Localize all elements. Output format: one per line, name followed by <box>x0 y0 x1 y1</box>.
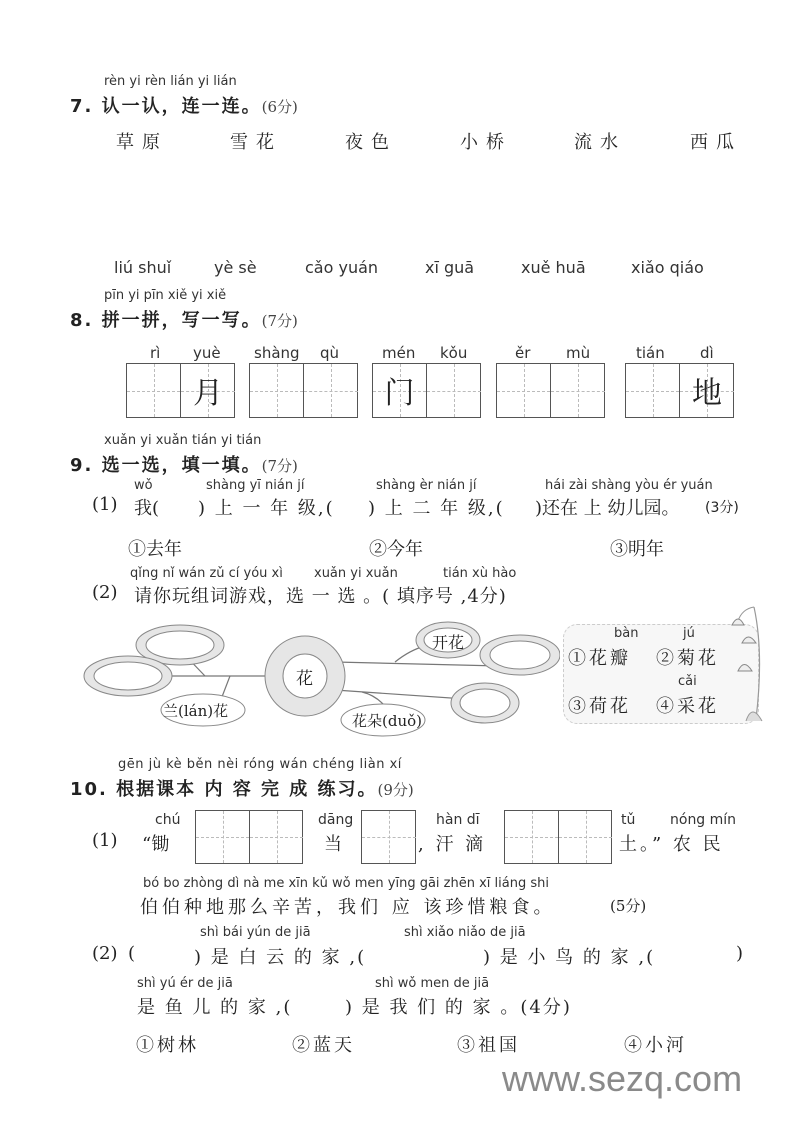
q10-p1-text-chu: “锄 <box>142 834 170 855</box>
q8-writing-grid-3[interactable] <box>372 363 481 418</box>
q8-g1-pinyin-1: rì <box>150 344 161 362</box>
empty-flower-4 <box>451 683 519 723</box>
q9-p2-option-1: ①花瓣 <box>568 648 631 669</box>
q7-pinyin: rèn yi rèn lián yi lián <box>104 74 237 89</box>
grid-cell[interactable] <box>304 364 358 417</box>
q10-p1-line2-pinyin: bó bo zhòng dì nà me xīn kǔ wǒ men yīng gāi zhēn xī liáng shi <box>143 876 549 891</box>
q9-p1-blank-2[interactable] <box>344 512 366 514</box>
q7-word-1[interactable]: 草原 <box>116 132 168 153</box>
q9-p2-pinyin-c: tián xù hào <box>443 566 517 581</box>
q10-writing-grid-1[interactable] <box>195 810 303 864</box>
grid-cell[interactable] <box>127 364 181 417</box>
q10-pinyin: gēn jù kè běn nèi róng wán chéng liàn xí <box>118 757 402 772</box>
q10-p1-py-chu: chú <box>155 812 181 828</box>
q10-p2-option-3: ③祖国 <box>457 1035 520 1056</box>
q10-p2-l1c: ) 是 小 鸟 的 家 ,( <box>483 947 656 968</box>
q10-p1-py-tu: tǔ <box>621 812 636 828</box>
q9-p1-text-c: ) 上 二 年 级,( <box>368 498 505 519</box>
grid-cell[interactable] <box>626 364 680 417</box>
q10-title-text: 根据课本 内 容 完 成 练习。 <box>116 779 378 800</box>
q9-p2-option-2: ②菊花 <box>656 648 719 669</box>
q10-p1-line2: 伯伯种地那么辛苦，我们 应 该珍惜粮食。 <box>140 897 556 918</box>
q7-word-4[interactable]: 小桥 <box>460 132 512 153</box>
q10-p1-score: (5分) <box>610 897 647 915</box>
grid-cell[interactable] <box>250 811 303 863</box>
q10-p2-l1d: ) <box>736 943 744 964</box>
q7-title <box>70 92 298 118</box>
q7-pinyin-option-6[interactable]: xiǎo qiáo <box>631 258 704 277</box>
opt-pinyin-cai: cǎi <box>678 674 697 689</box>
q10-p2-option-4: ④小河 <box>624 1035 687 1056</box>
grid-cell[interactable] <box>362 811 416 863</box>
q7-pinyin-option-2[interactable]: yè sè <box>214 258 257 277</box>
q9-p1-option-1: ①去年 <box>128 539 182 560</box>
q9-p1-text-a: 我( <box>134 498 160 519</box>
q9-p2-label: (2) <box>92 582 118 603</box>
q10-p2-blank-1[interactable] <box>140 962 190 964</box>
q8-g2-pinyin-1: shàng <box>254 344 300 362</box>
q10-p2-label: (2) <box>92 943 118 964</box>
q9-p2-text: 请你玩组词游戏，选 一 选 。( 填序号 ,4分) <box>134 586 507 607</box>
q8-g5-pinyin-1: tián <box>636 344 665 362</box>
q10-p2-blank-2[interactable] <box>410 962 460 964</box>
center-flower-label: 花 <box>296 669 313 689</box>
q8-g3-pinyin-2: kǒu <box>440 344 468 362</box>
q10-p2-l2b: ) 是 我 们 的 家 。(4分) <box>345 997 572 1018</box>
q9-p1-blank-1[interactable] <box>170 512 194 514</box>
filled-word-lanhua: 兰(lán)花 <box>163 702 229 720</box>
q8-g2-pinyin-2: qù <box>320 344 340 362</box>
q10-writing-grid-3[interactable] <box>504 810 612 864</box>
q10-p2-py1: shì bái yún de jiā <box>200 925 311 940</box>
opt-pinyin-ju: jú <box>683 626 695 641</box>
q9-p1-blank-3[interactable] <box>514 512 534 514</box>
grid-cell[interactable] <box>505 811 559 863</box>
q9-p1-score: (3分) <box>705 500 739 516</box>
q9-p1-option-3: ③明年 <box>610 539 664 560</box>
q9-p1-pinyin-c: hái zài shàng yòu ér yuán <box>545 478 713 493</box>
q10-p2-py3: shì yú ér de jiā <box>137 976 233 991</box>
flower-blank-1[interactable] <box>160 686 192 702</box>
q9-p1-label: (1) <box>92 494 118 515</box>
q8-writing-grid-2[interactable] <box>249 363 358 418</box>
q10-p1-py-nongmin: nóng mín <box>670 812 737 828</box>
q7-word-2[interactable]: 雪花 <box>230 132 282 153</box>
q10-p2-l1b: ) 是 白 云 的 家 ,( <box>194 947 367 968</box>
q9-p1-text-d: )还在 上 幼儿园。 <box>535 498 680 519</box>
q9-number: 9. <box>70 455 94 476</box>
q9-p1-pinyin-a: shàng yī nián jí <box>206 478 305 493</box>
opt-pinyin-ban: bàn <box>614 626 639 641</box>
grid-cell[interactable]: 月 <box>181 364 235 417</box>
q9-title <box>70 451 298 477</box>
empty-flower-3 <box>480 635 560 675</box>
q8-score: (7分) <box>261 312 298 330</box>
q10-writing-grid-2[interactable] <box>361 810 416 864</box>
q10-number: 10. <box>70 779 108 800</box>
filled-word-huaduo: 花朵(duǒ) <box>352 712 422 730</box>
q8-title-text: 拼一拼，写一写。 <box>101 310 262 331</box>
grid-cell[interactable] <box>427 364 481 417</box>
q10-p1-text-tu: 土。” 农 民 <box>619 834 724 855</box>
filled-word-kaihua: 开花 <box>432 633 465 652</box>
q10-p2-py4: shì wǒ men de jiā <box>375 976 490 991</box>
q7-score: (6分) <box>261 98 298 116</box>
q7-word-3[interactable]: 夜色 <box>345 132 397 153</box>
q7-pinyin-option-5[interactable]: xuě huā <box>521 258 586 277</box>
q10-score: (9分) <box>377 781 414 799</box>
q9-p2-option-4: ④采花 <box>656 696 719 717</box>
q10-title <box>70 775 414 801</box>
grid-cell[interactable]: 门 <box>373 364 427 417</box>
grid-cell[interactable] <box>196 811 250 863</box>
q7-title-text: 认一认，连一连。 <box>101 96 262 117</box>
q9-p2-pinyin-b: xuǎn yi xuǎn <box>314 566 398 581</box>
q10-p2-blank-4[interactable] <box>300 1012 350 1014</box>
q10-p2-option-2: ②蓝天 <box>292 1035 355 1056</box>
q9-pinyin: xuǎn yi xuǎn tián yi tián <box>104 433 262 448</box>
watermark: www.sezq.com <box>502 1058 743 1099</box>
q7-word-5[interactable]: 流水 <box>574 132 626 153</box>
q10-p2-l1a: ( <box>128 943 136 964</box>
q10-p2-blank-3[interactable] <box>680 962 730 964</box>
q8-number: 8. <box>70 310 94 331</box>
empty-flower-2 <box>84 656 172 696</box>
q10-p2-py2: shì xiǎo niǎo de jiā <box>404 925 526 940</box>
q7-pinyin-option-4[interactable]: xī guā <box>425 258 475 277</box>
q9-p1-pinyin-wo: wǒ <box>134 478 153 493</box>
q8-g5-pinyin-2: dì <box>700 344 714 362</box>
q9-title-text: 选一选，填一填。 <box>101 455 262 476</box>
q10-p1-py-dang: dāng <box>318 812 354 828</box>
q9-p2-pinyin-a: qǐng nǐ wán zǔ cí yóu xì <box>130 566 283 581</box>
q7-pinyin-option-1[interactable]: liú shuǐ <box>114 258 172 277</box>
q8-title <box>70 306 298 332</box>
q9-p1-text-b: ) 上 一 年 级,( <box>198 498 335 519</box>
q8-writing-grid-4[interactable] <box>496 363 605 418</box>
grid-cell[interactable]: 地 <box>680 364 734 417</box>
q7-word-6[interactable]: 西瓜 <box>690 132 742 153</box>
q8-g4-pinyin-2: mù <box>566 344 591 362</box>
grid-cell[interactable] <box>250 364 304 417</box>
q7-pinyin-option-3[interactable]: cǎo yuán <box>305 258 379 277</box>
q8-g3-pinyin-1: mén <box>382 344 416 362</box>
q8-pinyin: pīn yi pīn xiě yi xiě <box>104 288 227 303</box>
q9-p1-pinyin-b: shàng èr nián jí <box>376 478 477 493</box>
word-flower-diagram <box>80 610 560 738</box>
q10-p1-label: (1) <box>92 830 118 851</box>
q8-writing-grid-5[interactable] <box>625 363 734 418</box>
grid-cell[interactable] <box>559 811 612 863</box>
q8-writing-grid-1[interactable] <box>126 363 235 418</box>
grid-cell[interactable] <box>551 364 605 417</box>
q9-p1-option-2: ②今年 <box>369 539 423 560</box>
q8-g1-pinyin-2: yuè <box>193 344 221 362</box>
q7-number: 7. <box>70 96 94 117</box>
q10-p2-l2a: 是 鱼 儿 的 家 ,( <box>137 997 293 1018</box>
q9-p2-option-3: ③荷花 <box>568 696 631 717</box>
lily-of-valley-decoration-icon <box>728 603 764 723</box>
q10-p2-option-1: ①树林 <box>136 1035 199 1056</box>
q8-g4-pinyin-1: ěr <box>515 344 531 362</box>
grid-cell[interactable] <box>497 364 551 417</box>
q10-p1-py-handi: hàn dī <box>436 812 480 828</box>
q10-p1-text-dang: 当 <box>324 834 342 855</box>
q10-p1-text-handi: , 汗 滴 <box>418 834 487 855</box>
q9-score: (7分) <box>261 457 298 475</box>
